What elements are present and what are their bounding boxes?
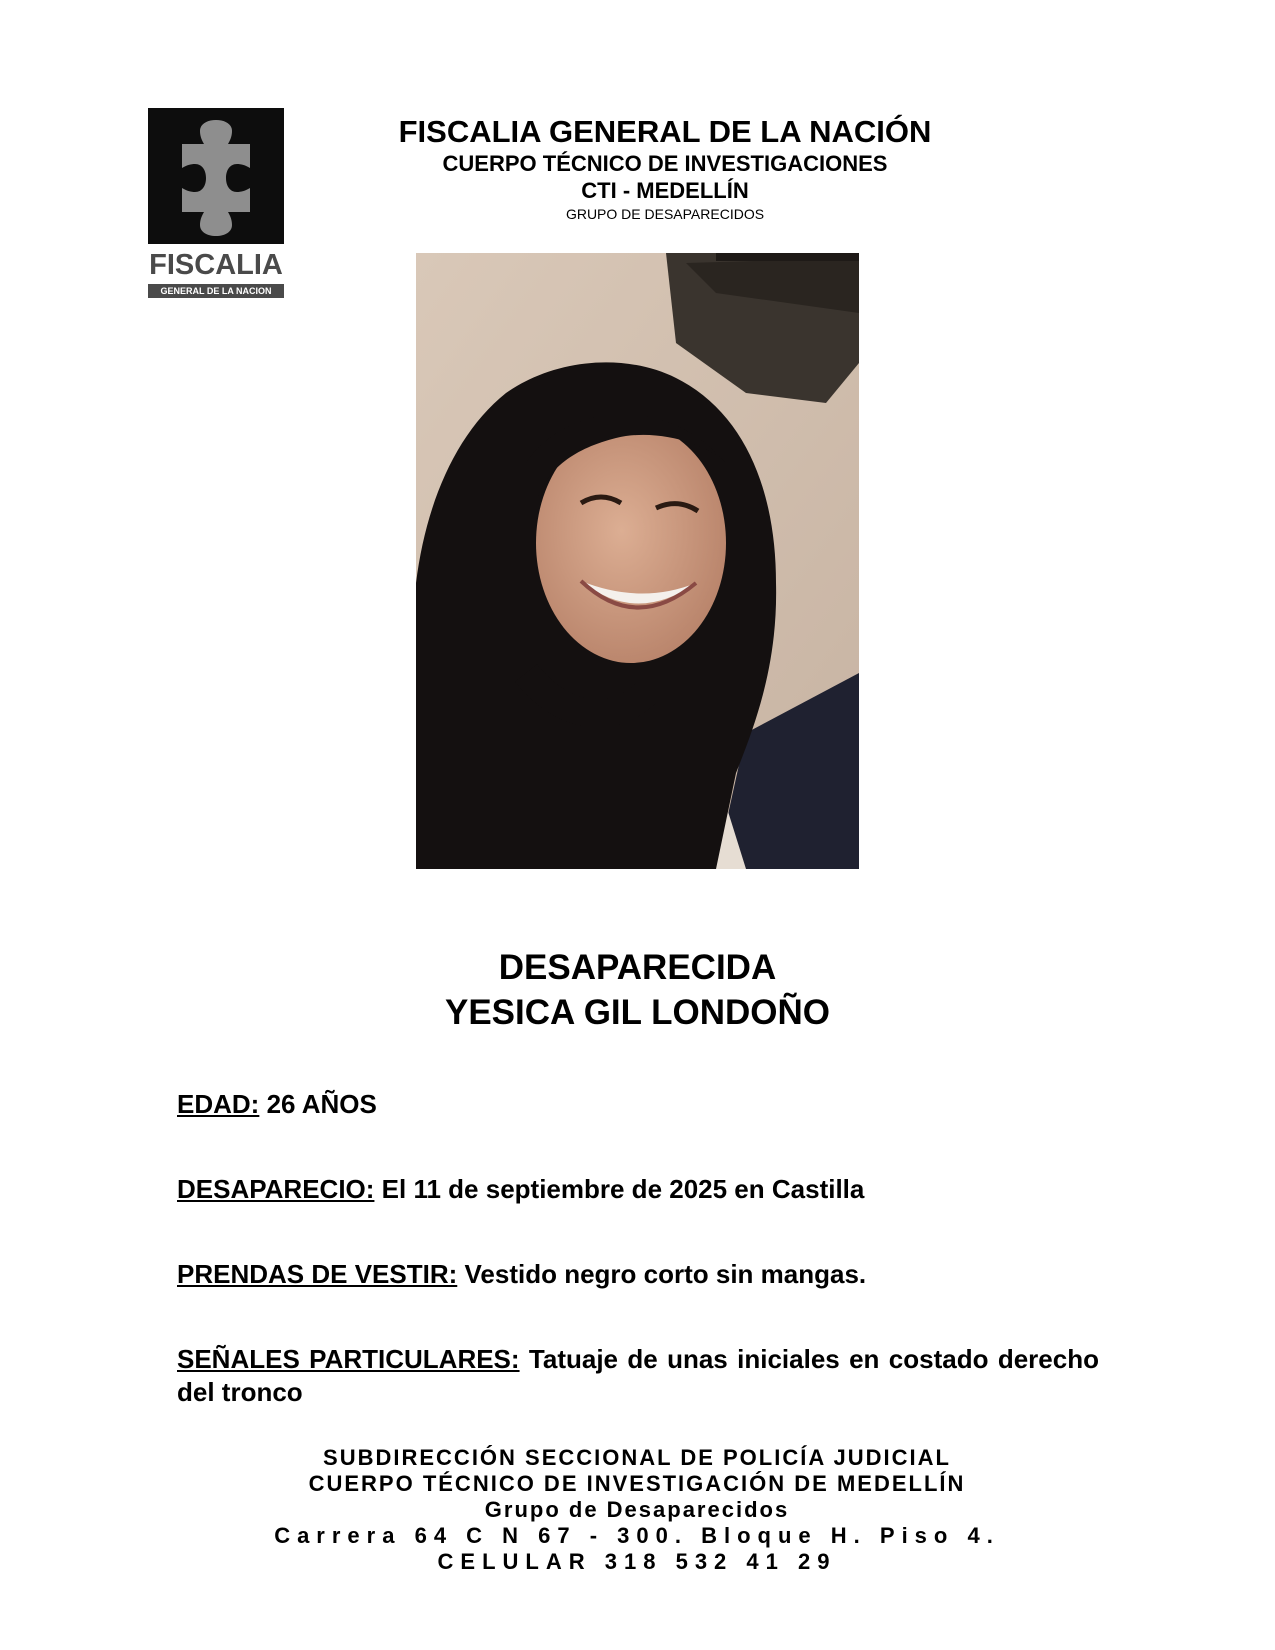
marks-label: SEÑALES PARTICULARES: [177, 1344, 520, 1374]
logo-wordmark: FISCALIA [149, 249, 283, 281]
age-value: 26 AÑOS [266, 1089, 377, 1119]
footer-group: Grupo de Desaparecidos [484, 1497, 790, 1522]
clothing-value: Vestido negro corto sin mangas. [464, 1259, 867, 1289]
footer-division: SUBDIRECCIÓN SECCIONAL DE POLICÍA JUDICIAL [323, 1445, 951, 1470]
age-field [177, 1088, 1099, 1121]
document-header [330, 114, 1000, 224]
footer-unit: CUERPO TÉCNICO DE INVESTIGACIÓN DE MEDELLÍN [308, 1471, 966, 1496]
header-group: GRUPO DE DESAPARECIDOS [565, 206, 765, 222]
header-office: CTI - MEDELLÍN [581, 178, 749, 203]
header-institution: FISCALIA GENERAL DE LA NACIÓN [398, 114, 932, 149]
document-footer [237, 1445, 1037, 1575]
notice-title [300, 945, 975, 1035]
missing-person-name: YESICA GIL LONDOÑO [444, 993, 831, 1032]
footer-address: Carrera 64 C N 67 - 300. Bloque H. Piso 4. [274, 1523, 1000, 1548]
header-department: CUERPO TÉCNICO DE INVESTIGACIONES [442, 151, 888, 176]
fiscalia-logo [148, 108, 284, 300]
missing-value: El 11 de septiembre de 2025 en Castilla [381, 1174, 865, 1204]
missing-date-field [177, 1173, 1099, 1206]
marks-field [177, 1343, 1099, 1409]
missing-person-photo [416, 253, 859, 869]
notice-status: DESAPARECIDA [498, 948, 777, 987]
missing-label: DESAPARECIO: [177, 1174, 375, 1204]
clothing-label: PRENDAS DE VESTIR: [177, 1259, 458, 1289]
clothing-field [177, 1258, 1099, 1291]
puzzle-piece-icon [148, 108, 284, 244]
age-label: EDAD: [177, 1089, 260, 1119]
logo-subtitle: GENERAL DE LA NACION [148, 284, 284, 298]
footer-phone: CELULAR 318 532 41 29 [437, 1549, 837, 1574]
logo-box [148, 108, 284, 244]
marks-value: Tatuaje de unas iniciales en costado derecho del tronco [177, 1344, 1099, 1407]
